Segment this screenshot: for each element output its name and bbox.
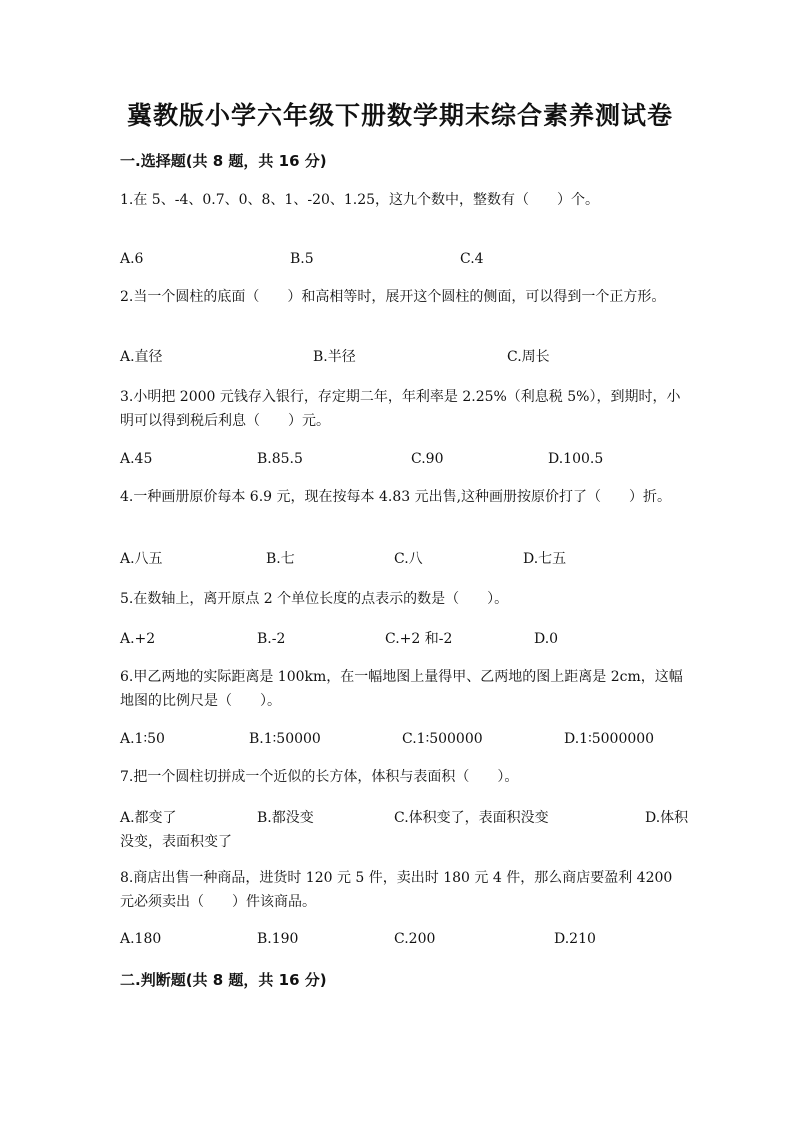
- option-b: B.-2: [257, 631, 286, 647]
- option-d: D.七五: [523, 551, 567, 567]
- option-b: B.半径: [313, 349, 356, 365]
- option-d-text: D.体积没变，表面积变了: [120, 810, 689, 850]
- option-b: B.85.5: [257, 451, 303, 467]
- option-a: A.+2: [120, 631, 156, 647]
- option-a: A.45: [120, 451, 153, 467]
- question-8-options: [120, 927, 690, 951]
- option-c: C.周长: [507, 349, 550, 365]
- option-a: A.1∶50: [120, 731, 165, 747]
- question-2: 2.当一个圆柱的底面（ ）和高相等时，展开这个圆柱的侧面，可以得到一个正方形。: [120, 289, 666, 305]
- option-b: B.七: [266, 551, 295, 567]
- question-1: 1.在 5、-4、0.7、0、8、1、-20、1.25，这九个数中，整数有（ ）个。: [120, 192, 600, 208]
- question-7-options: [120, 806, 690, 850]
- question-5-options: [120, 627, 690, 651]
- option-d: D.0: [534, 631, 559, 647]
- option-b: B.5: [290, 251, 314, 267]
- question-3-options: [120, 447, 690, 471]
- option-c: C.八: [394, 551, 423, 567]
- option-c: C.1∶500000: [402, 731, 483, 747]
- question-4-options: [120, 547, 690, 571]
- question-8: 8.商店出售一种商品，进货时 120 元 5 件，卖出时 180 元 4 件，那么商店要盈利 4200 元必须卖出（ ）件该商品。: [120, 870, 673, 910]
- option-a: A.180: [120, 931, 162, 947]
- question-1-options: [120, 247, 690, 271]
- option-a: A.八五: [120, 551, 163, 567]
- question-2-options: [120, 345, 690, 369]
- question-4: 4.一种画册原价每本 6.9 元，现在按每本 4.83 元出售,这种画册按原价打了（ ）折。: [120, 489, 672, 505]
- question-5: 5.在数轴上，离开原点 2 个单位长度的点表示的数是（ ）。: [120, 591, 509, 607]
- section-heading-choice: 一.选择题(共 8 题，共 16 分): [120, 152, 327, 170]
- option-a: A.6: [120, 251, 144, 267]
- option-c: C.体积变了，表面积没变: [394, 810, 549, 826]
- option-a: A.都变了: [120, 810, 177, 826]
- option-d: D.210: [554, 931, 596, 947]
- option-c: C.90: [411, 451, 444, 467]
- option-b: B.都没变: [257, 810, 314, 826]
- question-3: 3.小明把 2000 元钱存入银行，存定期二年，年利率是 2.25%（利息税 5%），到期时，小明可以得到税后利息（ ）元。: [120, 389, 681, 429]
- question-7: 7.把一个圆柱切拼成一个近似的长方体，体积与表面积（ ）。: [120, 769, 519, 785]
- option-d: D.1∶5000000: [564, 731, 655, 747]
- page-title: 冀教版小学六年级下册数学期末综合素养测试卷: [126, 101, 673, 130]
- option-b: B.190: [257, 931, 299, 947]
- option-c: C.4: [460, 251, 484, 267]
- question-6: 6.甲乙两地的实际距离是 100km，在一幅地图上量得甲、乙两地的图上距离是 2cm，这幅地图的比例尺是（ ）。: [120, 669, 683, 709]
- option-c: C.200: [394, 931, 436, 947]
- option-d: [120, 806, 690, 854]
- option-a: A.直径: [120, 349, 163, 365]
- option-b: B.1∶50000: [249, 731, 321, 747]
- option-c: C.+2 和-2: [385, 631, 453, 647]
- question-6-options: [120, 727, 690, 751]
- option-d: D.100.5: [548, 451, 604, 467]
- section-heading-judgment: 二.判断题(共 8 题，共 16 分): [120, 971, 327, 989]
